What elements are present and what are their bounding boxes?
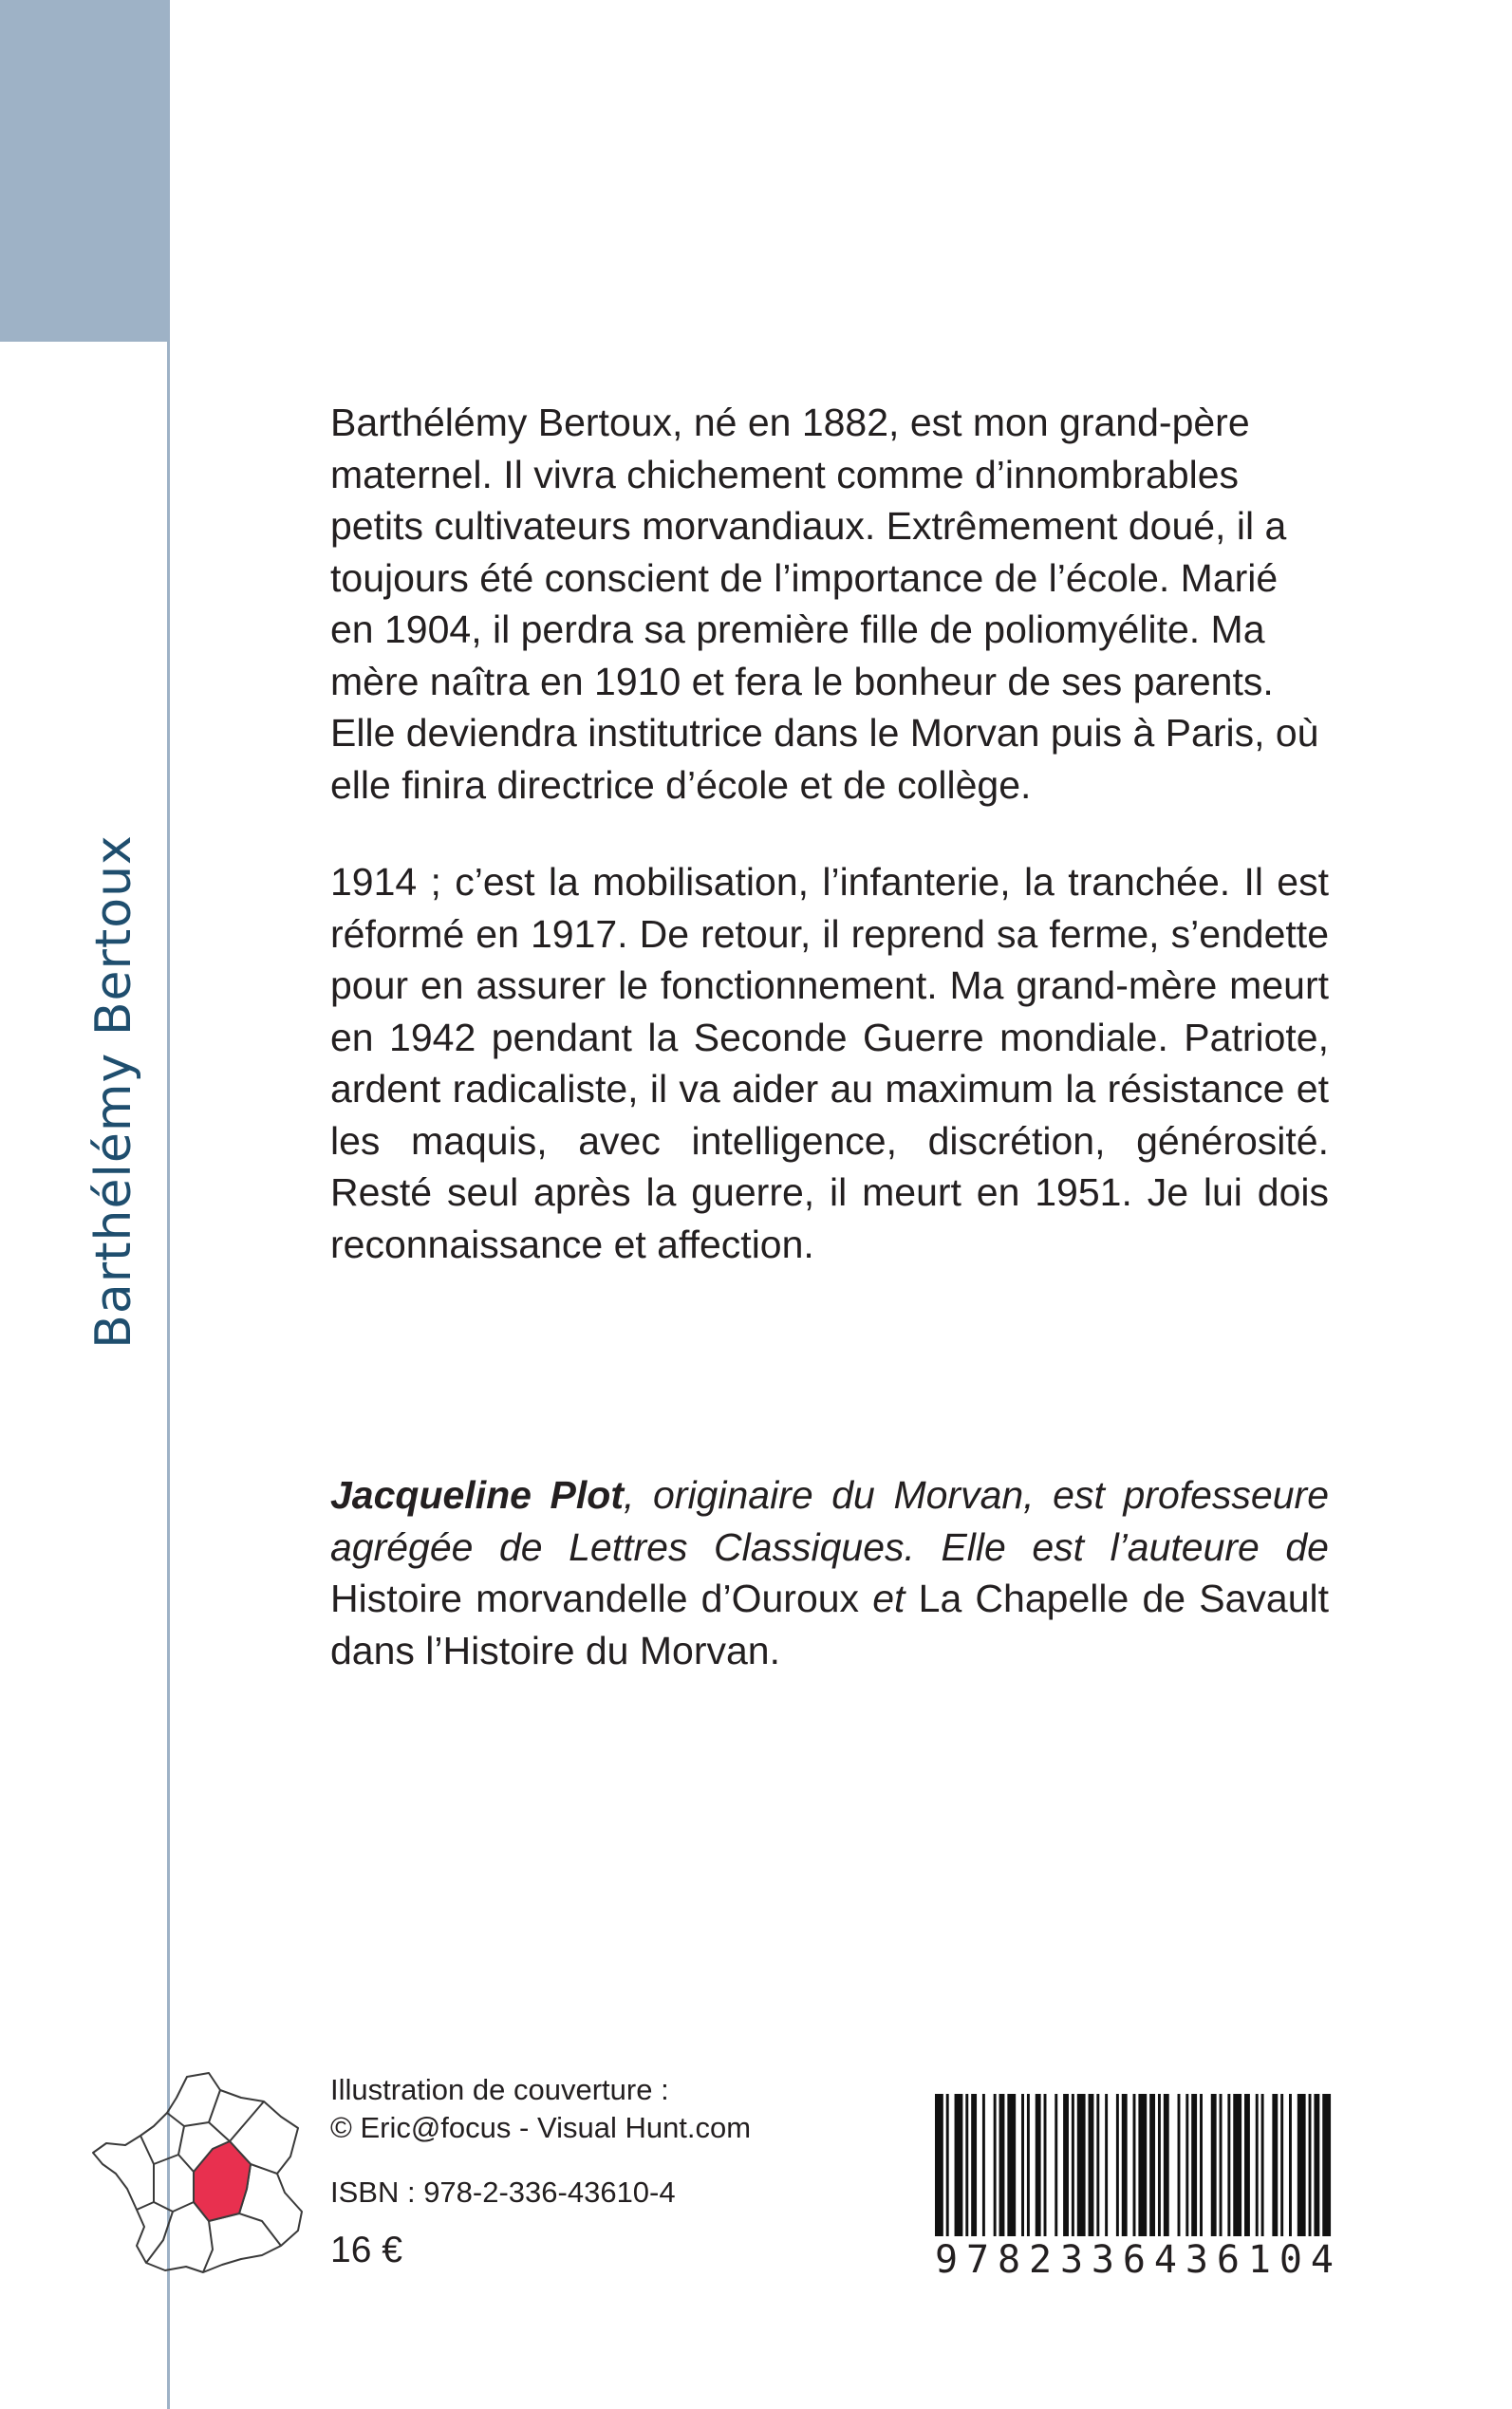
barcode-bar (1191, 2094, 1197, 2236)
credit-line-1: Illustration de couverture : (330, 2073, 669, 2106)
barcode-bar (1072, 2094, 1074, 2236)
barcode-digit: 0 (1279, 2238, 1302, 2282)
highlighted-region (194, 2141, 251, 2221)
barcode-bar (971, 2094, 977, 2236)
barcode-digit: 6 (1122, 2238, 1146, 2282)
barcode-bar (1178, 2094, 1181, 2236)
barcode-bar (1280, 2094, 1283, 2236)
barcode-digit: 4 (1310, 2238, 1334, 2282)
barcode-bar (1309, 2094, 1312, 2236)
barcode-bar (965, 2094, 968, 2236)
barcode-digit: 9 (935, 2238, 959, 2282)
summary-text-2: 1914 ; c’est la mobilisation, l’infanterie, la tranchée. Il est réformé en 1917. De retour, il reprend sa ferme, s’endette pour en assurer le fonctionnement. Ma grand-mère meurt en 1942 pendant la Seconde Guerre mondiale. Patriote, ardent radicaliste, il va aider au maximum la résistance et les maquis, avec intelligence, discrétion, générosité. Resté seul après la guerre, il meurt en 1951. Je lui dois reconnaissance et affection. (330, 860, 1329, 1266)
bio-end: . (769, 1628, 780, 1672)
barcode-bar (1227, 2094, 1230, 2236)
spine-color-tab (0, 0, 167, 342)
barcode-bar (1077, 2094, 1086, 2236)
barcode-bar (1289, 2094, 1292, 2236)
summary-paragraph-2 (330, 856, 1329, 1270)
barcode-digit: 1 (1247, 2238, 1271, 2282)
barcode-number (935, 2238, 1334, 2282)
barcode-digit: 8 (997, 2238, 1021, 2282)
barcode-bar (1220, 2094, 1223, 2236)
barcode-bar (1211, 2094, 1217, 2236)
summary-paragraph-1 (330, 397, 1329, 811)
isbn: ISBN : 978-2-336-43610-4 (330, 2176, 676, 2209)
barcode-bar (1122, 2094, 1128, 2236)
author-bio (330, 1469, 1329, 1676)
barcode-bar (1322, 2094, 1331, 2236)
barcode-bar (1261, 2094, 1264, 2236)
barcode-bar (1200, 2094, 1203, 2236)
summary-text-1: Barthélémy Bertoux, né en 1882, est mon grand-père maternel. Il vivra chichement comme d’innombrables petits cultivateurs morvandiaux. Extrêmement doué, il a toujours été conscient de l’importance de l’école. Marié en 1904, il perdra sa première fille de poliomyélite. Ma mère naîtra en 1910 et fera le bonheur de ses parents. Elle deviendra institutrice dans le Morvan puis à Paris, où elle finira directrice d’école et de collège. (330, 401, 1319, 807)
barcode-bar (1158, 2094, 1161, 2236)
barcode-digit: 4 (1153, 2238, 1177, 2282)
barcode-bar (1089, 2094, 1094, 2236)
price: 16 € (330, 2230, 402, 2270)
barcode-digit: 3 (1091, 2238, 1115, 2282)
author-name: Jacqueline Plot (330, 1473, 624, 1517)
book-title-2: La Chapelle de Savault dans l’Histoire du Morvan (330, 1577, 1329, 1672)
barcode-bar (1244, 2094, 1250, 2236)
barcode-bar (1021, 2094, 1024, 2236)
barcode-bar (1105, 2094, 1108, 2236)
barcode-bar (1044, 2094, 1047, 2236)
cover-credits (330, 2071, 900, 2147)
barcode-bar (994, 2094, 997, 2236)
barcode-bar (955, 2094, 963, 2236)
spine-title: Barthélémy Bertoux (85, 834, 142, 1349)
barcode-bar (1133, 2094, 1136, 2236)
barcode-bar (1055, 2094, 1057, 2236)
credit-line-2: © Eric@focus - Visual Hunt.com (330, 2111, 752, 2144)
barcode-bar (1185, 2094, 1188, 2236)
barcode-bar (1297, 2094, 1306, 2236)
barcode-bar (935, 2094, 943, 2236)
barcode-bar (1272, 2094, 1278, 2236)
barcode-bar (1096, 2094, 1099, 2236)
barcode-bar (1256, 2094, 1259, 2236)
barcode-digit: 2 (1028, 2238, 1053, 2282)
barcode-digit: 6 (1216, 2238, 1240, 2282)
author-bio-text: , originaire du Morvan, est professeure agrégée de Lettres Classiques. Elle est l’auteure de (330, 1473, 1329, 1569)
barcode-digit: 3 (1059, 2238, 1084, 2282)
barcode-bar (1027, 2094, 1030, 2236)
barcode-bar (999, 2094, 1005, 2236)
barcode-bar (1233, 2094, 1241, 2236)
barcode-bar (946, 2094, 949, 2236)
barcode-bar (1314, 2094, 1319, 2236)
barcode-bar (1063, 2094, 1069, 2236)
barcode-bar (1149, 2094, 1155, 2236)
book-title-1: Histoire morvandelle d’Ouroux (330, 1577, 860, 1620)
barcode-digit: 7 (965, 2238, 990, 2282)
barcode-digit: 3 (1185, 2238, 1208, 2282)
spine-divider-line (167, 0, 170, 2409)
barcode-bar (1007, 2094, 1016, 2236)
barcode-bar (1164, 2094, 1169, 2236)
france-map-icon (87, 2069, 315, 2278)
conjunction: et (859, 1577, 919, 1620)
barcode-bar (1036, 2094, 1041, 2236)
barcode-bar (1116, 2094, 1119, 2236)
barcode-bar (982, 2094, 985, 2236)
barcode-bar (1138, 2094, 1147, 2236)
